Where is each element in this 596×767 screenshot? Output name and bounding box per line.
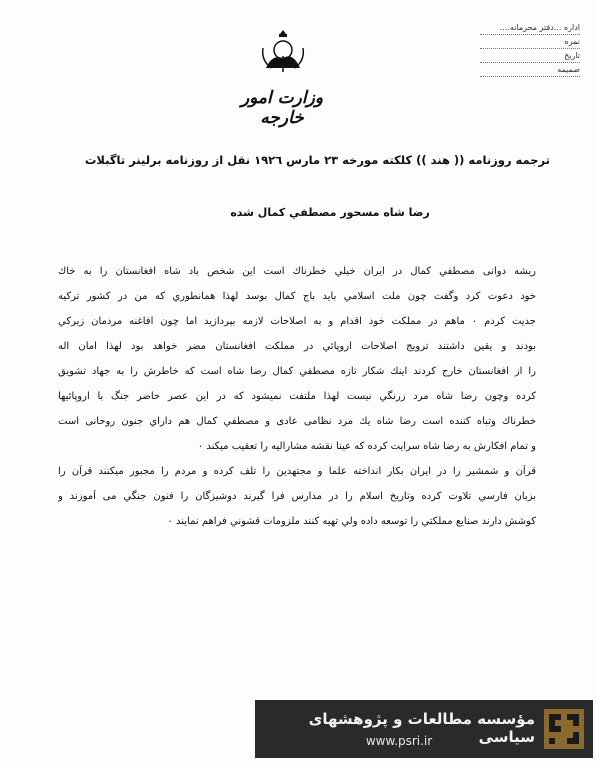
body-line: خود دعوت كرد وگفت چون ملت اسلامي بايد باج كمال بوسد لهذا همانطوري كه من در كشور تركيه bbox=[58, 291, 536, 302]
document-title: رضا شاه مسحور مصطفي كمال شده bbox=[230, 206, 430, 219]
body-line: قرآن و شمشير را در ايران بكار انداخته علما و مجتهدين را تلف كرده و مردم را مجبور ميكنند قرآن را bbox=[58, 466, 536, 477]
institute-url: www.psri.ir bbox=[365, 734, 433, 748]
body-line: خطرناك وتباه كننده است رضا شاه يك مرد نظامى عادى و مصطفي كمال هم داراي جنون روحانى است bbox=[58, 416, 536, 427]
body-line: و تمام افكارش به رضا شاه سرايت كرده كه عينا نقشه مشاراليه را تعقيب ميكند ٠ bbox=[197, 441, 536, 452]
body-line: بودند و يقين داشتند ترويج اصلاحات اروپائي در مملكت افغانستان مضر خواهد بود لهذا امان اله bbox=[58, 341, 536, 352]
lion-and-sun-emblem-icon bbox=[258, 28, 308, 74]
document-body bbox=[58, 265, 536, 540]
number-field: نمره bbox=[480, 36, 580, 49]
body-line: جديت كردم ٠ ماهم در مملكت خود اقدام و به اصلاحات لازمه بپردازيد اما چون افاغنه مردمان زيركي bbox=[58, 316, 536, 327]
psri-logo-icon bbox=[543, 708, 585, 750]
ministry-name: وزارت امور خارجه bbox=[240, 88, 324, 128]
body-line: را از افغانستان خارج كردند اينك شكار تازه مصطفي كمال رضا شاه است كه خاطرش را به جهاد تشويق bbox=[58, 366, 536, 377]
date-field: تاريخ bbox=[480, 50, 580, 63]
body-line: كرده وچون رضا شاه مرد زرنگي نيست لهذا ملتفت نميشود كه در اين عصر حاضر جنگ با اروپائيها bbox=[58, 391, 536, 402]
institute-watermark bbox=[255, 700, 593, 758]
body-line: بزبان فارسي تلاوت كرده وتاريخ اسلام را در مدارس فرا گيرند دوشيزگان را فنون جنگي مى آموزند و bbox=[58, 491, 536, 502]
body-line: كوشش دارند صنايع مملكتي را توسعه داده ولي تهيه كنند ملزومات قشوني فراهم نمايند ٠ bbox=[167, 516, 536, 527]
office-field: اداره ...دفتر محرمانه.... bbox=[480, 22, 580, 35]
translation-header: ترجمه روزنامه (( هند )) كلكته مورخه ٢٣ مارس ١٩٢٦ نقل از روزنامه برلينر تاگبلات bbox=[84, 153, 550, 167]
body-line: ريشه دوانى مصطفي كمال در ايران خيلي خطرناك است اين شخص باد شاه افغانستان را به خاك bbox=[58, 266, 536, 277]
form-fields bbox=[480, 22, 580, 78]
institute-name: مؤسسه مطالعات و پژوهشهاى سياسى bbox=[308, 710, 535, 746]
attachment-field: ضميمه bbox=[480, 64, 580, 77]
